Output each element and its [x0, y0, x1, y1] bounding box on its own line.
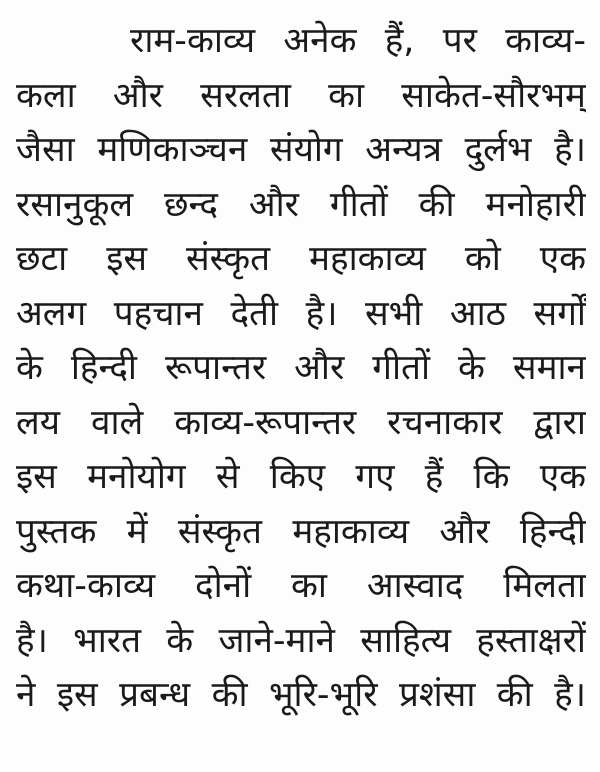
text-line: के हिन्दी रूपान्तर और गीतों के समान — [16, 348, 586, 388]
text-line: ने इस प्रबन्ध की भूरि-भूरि प्रशंसा की है। — [16, 675, 586, 715]
text-line: छटा इस संस्कृत महाकाव्य को एक — [16, 239, 586, 279]
text-line: रसानुकूल छन्द और गीतों की मनोहारी — [16, 184, 586, 225]
text-line: है। भारत के जाने-माने साहित्य हस्ताक्षरों — [16, 620, 586, 661]
text-line: कला और सरलता का साकेत-सौरभम् — [16, 75, 586, 116]
body-paragraph — [16, 14, 586, 723]
text-line: पुस्तक में संस्कृत महाकाव्य और हिन्दी — [16, 511, 586, 552]
text-line: कथा-काव्य दोनों का आस्वाद मिलता — [16, 566, 586, 606]
text-line: लय वाले काव्य-रूपान्तर रचनाकार द्वारा — [16, 402, 586, 443]
text-line: राम-काव्य अनेक हैं, पर काव्य- — [130, 21, 586, 61]
text-line: अलग पहचान देती है। सभी आठ सर्गों — [16, 293, 586, 334]
text-line: इस मनोयोग से किए गए हैं कि एक — [16, 457, 586, 497]
text-line: जैसा मणिकाञ्चन संयोग अन्यत्र दुर्लभ है। — [16, 130, 586, 170]
